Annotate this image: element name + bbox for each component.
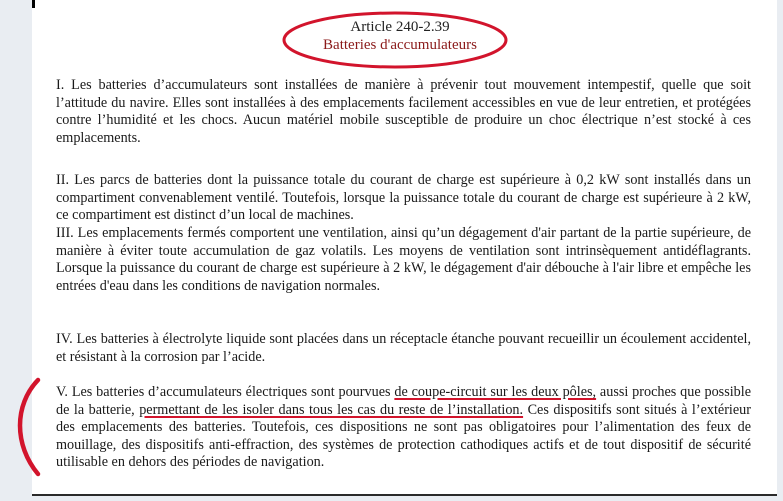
page-edge-mark (32, 0, 35, 8)
paragraph-5-intro: V. Les batteries d’accumulateurs électriques sont pourvues (56, 384, 395, 400)
paragraph-1: I. Les batteries d’accumulateurs sont installées de manière à prévenir tout mouvement intempestif, quelle que soit l’attitude du navire. Elles sont installées à des emplacements facilement accessibles en vue de leur entretien, et protégées contre l’humidité et les chocs. Aucun matériel mobile susceptible de produire un choc électrique n’est stocké à ces emplacements. (56, 77, 751, 146)
underlined-phrase-1: de coupe-circuit sur les deux pôles, (394, 384, 597, 400)
article-title: Batteries d'accumulateurs (323, 37, 477, 53)
page-bottom-rule (32, 494, 777, 496)
paragraph-5-mid: aussi proches que possible de la batterie, (56, 384, 751, 418)
paragraph-2: II. Les parcs de batteries dont la puissance totale du courant de charge est supérieure à 0,2 kW sont installés dans un compartiment convenablement ventilé. Toutefois, lorsque la puissance totale du courant de charge est supérieure à 2 kW, ce compartiment est distinct d’un local de machines. (56, 172, 751, 224)
article-heading (290, 18, 510, 54)
underlined-phrase-2: permettant de les isoler dans tous les cas du reste de l’installation. (139, 401, 524, 418)
article-number: Article 240-2.39 (350, 19, 450, 35)
paragraph-3: III. Les emplacements fermés comportent une ventilation, ainsi qu’un dégagement d'air partant de la partie supérieure, de manière à éviter toute accumulation de gaz volatils. Les moyens de ventilation sont intrinsèquement antidéflagrants. Lorsque la puissance du courant de charge est supérieure à 2 kW, le dégagement d'air débouche à l'air libre et empêche les entrées d'eau dans les conditions de navigation normales. (56, 225, 751, 294)
paragraph-4: IV. Les batteries à électrolyte liquide sont placées dans un réceptacle étanche pouvant recueillir un écoulement accidentel, et résistant à la corrosion par l’acide. (56, 331, 751, 365)
paragraph-5 (56, 384, 751, 472)
paragraph-5-rest: Ces dispositifs sont situés à l’extérieur des emplacements des batteries. Toutefois, ces dispositions ne sont pas obligatoires pour l’alimentation des feux de mouillage, des dispositifs anti-effraction, des systèmes de protection cathodiques actifs et de tout dispositif de sécurité utilisable en dehors des périodes de navigation. (56, 401, 751, 471)
